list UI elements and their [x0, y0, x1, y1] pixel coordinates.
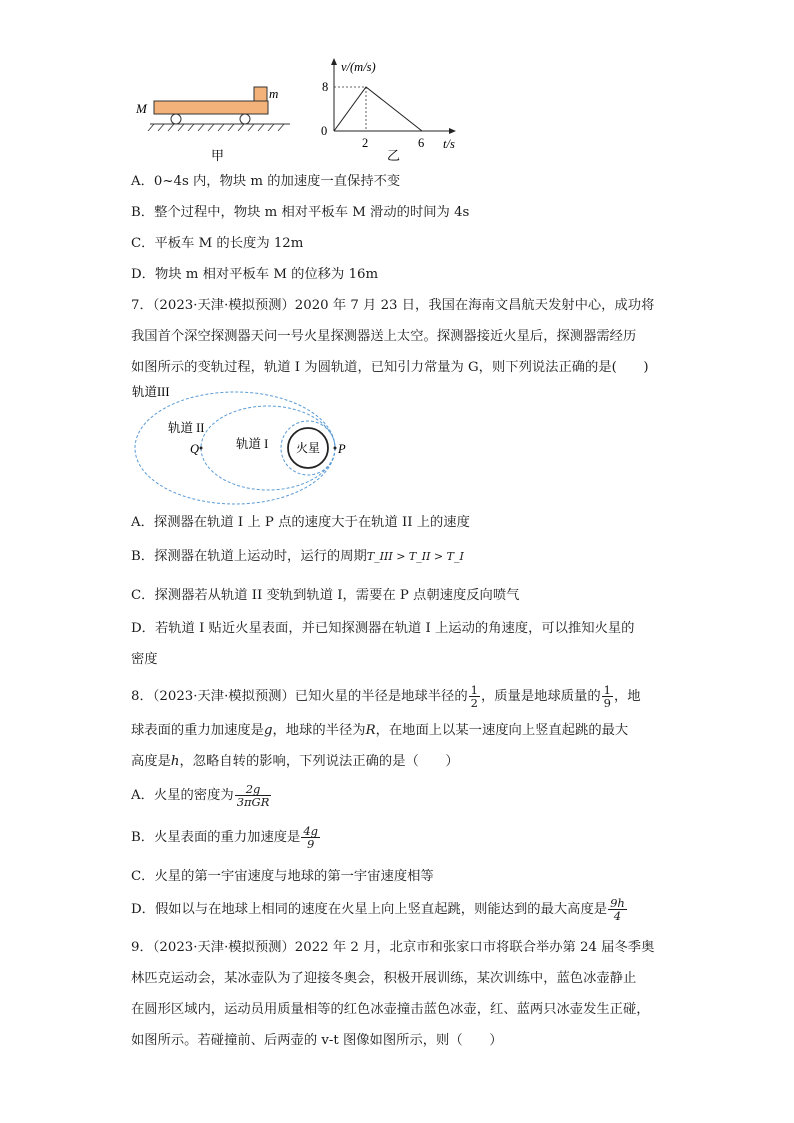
q8-l1-c: ，地 [613, 689, 641, 704]
vt-line [334, 87, 422, 131]
fraction-1-9: $\frac{1}{9}$ [603, 683, 611, 710]
label-point-q: Q [190, 442, 200, 456]
q6-option-c: C．平板车 M 的长度为 12m [131, 236, 304, 251]
q7-option-d-line2: 密度 [131, 652, 158, 667]
q8-stem-line3: 高度是h，忽略自转的影响，下列说法正确的是（ ） [131, 754, 459, 769]
wheel-right [240, 114, 250, 124]
point-q-dot [200, 447, 203, 450]
figure-cart-and-vt-graph [128, 55, 468, 167]
q8-option-c: C．火星的第一宇宙速度与地球的第一宇宙速度相等 [131, 869, 434, 884]
q8-option-a: A．火星的密度为 $\frac{2g}{\text{3πGR}}$ [131, 782, 270, 809]
label-M: M [136, 101, 147, 116]
q8-l1-a: 8．（2023·天津·模拟预测）已知火星的半径是地球半径的 [131, 689, 468, 704]
q9-stem-line4: 如图所示。若碰撞前、后两壶的 v-t 图像如图所示，则（ ） [131, 1033, 503, 1048]
q7-stem-line1: 7．（2023·天津·模拟预测）2020 年 7 月 23 日，我国在海南文昌航天发射中心，成功将 [131, 298, 655, 313]
q8-stem-line1 [131, 684, 641, 709]
point-p-dot [334, 447, 337, 450]
q9-stem-line1: 9．（2023·天津·模拟预测）2022 年 2 月，北京市和张家口市将联合举办第 24 届冬季奥 [131, 940, 655, 955]
label-point-p: P [338, 442, 346, 456]
q7-stem-line3: 如图所示的变轨过程，轨道 I 为圆轨道，已知引力常量为 G，则下列说法正确的是( ) [131, 360, 649, 375]
graph-ytick-8: 8 [322, 80, 329, 94]
q6-option-d: D．物块 m 相对平板车 M 的位移为 16m [131, 267, 379, 282]
graph-ylabel: v/(m/s) [341, 60, 376, 74]
cart-figure [135, 86, 290, 163]
q7-option-b-text: B．探测器在轨道上运动时，运行的周期 [131, 549, 367, 564]
fraction-1-2: $\frac{1}{2}$ [470, 683, 478, 710]
label-mars: 火星 [296, 441, 321, 455]
q7-option-c: C．探测器若从轨道 II 变轨到轨道 I，需要在 P 点朝速度反向喷气 [131, 588, 520, 603]
block-m [254, 87, 267, 101]
fraction-height: $\frac{9h}{4}$ [610, 896, 625, 923]
q6-option-a: A．0~4s 内，物块 m 的加速度一直保持不变 [131, 174, 401, 189]
y-axis-arrow [331, 58, 337, 65]
fraction-density: $\frac{2g}{\text{3πGR}}$ [236, 782, 270, 809]
ground-hatch [148, 124, 284, 131]
q8-option-d: D．假如以与在地球上相同的速度在火星上向上竖直起跳，则能达到的最大高度是 $\frac{9h}{4}$ [131, 896, 625, 923]
vt-graph [321, 58, 456, 163]
q7-option-a: A．探测器在轨道 I 上 P 点的速度大于在轨道 II 上的速度 [131, 515, 470, 530]
q8-l1-b: ，质量是地球质量的 [480, 689, 601, 704]
label-orbit-ii: 轨道 II [168, 421, 205, 435]
board-M [154, 101, 268, 114]
label-orbit-iii: 轨道III [132, 385, 170, 399]
x-axis-arrow [449, 128, 456, 134]
fraction-gravity: $\frac{4g}{9}$ [303, 824, 319, 851]
caption-yi: 乙 [387, 148, 401, 163]
q7-option-b [131, 547, 464, 567]
q6-option-b: B．整个过程中，物块 m 相对平板车 M 滑动的时间为 4s [131, 205, 470, 220]
q7-stem-line2: 我国首个深空探测器天问一号火星探测器送上太空。探测器接近火星后，探测器需经历 [131, 329, 637, 344]
q8-stem-line2: 球表面的重力加速度是g，地球的半径为R，在地面上以某一速度向上竖直起跳的最大 [131, 723, 629, 738]
wheel-left [171, 114, 181, 124]
graph-xtick-6: 6 [418, 136, 425, 150]
q7-option-b-formula: T_III > T_II > T_I [366, 550, 464, 563]
label-m: m [269, 86, 279, 101]
q9-stem-line3: 在圆形区域内，运动员用质量相等的红色冰壶撞击蓝色冰壶，红、蓝两只冰壶发生正碰， [131, 1002, 650, 1017]
label-orbit-i: 轨道 I [236, 437, 269, 451]
graph-origin: 0 [321, 124, 328, 138]
graph-xlabel: t/s [443, 137, 455, 151]
q7-option-d-line1: D．若轨道 I 贴近火星表面，并已知探测器在轨道 I 上运动的角速度，可以推知火星的 [131, 621, 635, 636]
q8-option-b: B．火星表面的重力加速度是 $\frac{4g}{9}$ [131, 824, 319, 851]
graph-xtick-2: 2 [362, 136, 369, 150]
figure-orbits [128, 380, 368, 506]
caption-jia: 甲 [211, 148, 225, 163]
q9-stem-line2: 林匹克运动会，某冰壶队为了迎接冬奥会，积极开展训练，某次训练中，蓝色冰壶静止 [131, 971, 637, 986]
